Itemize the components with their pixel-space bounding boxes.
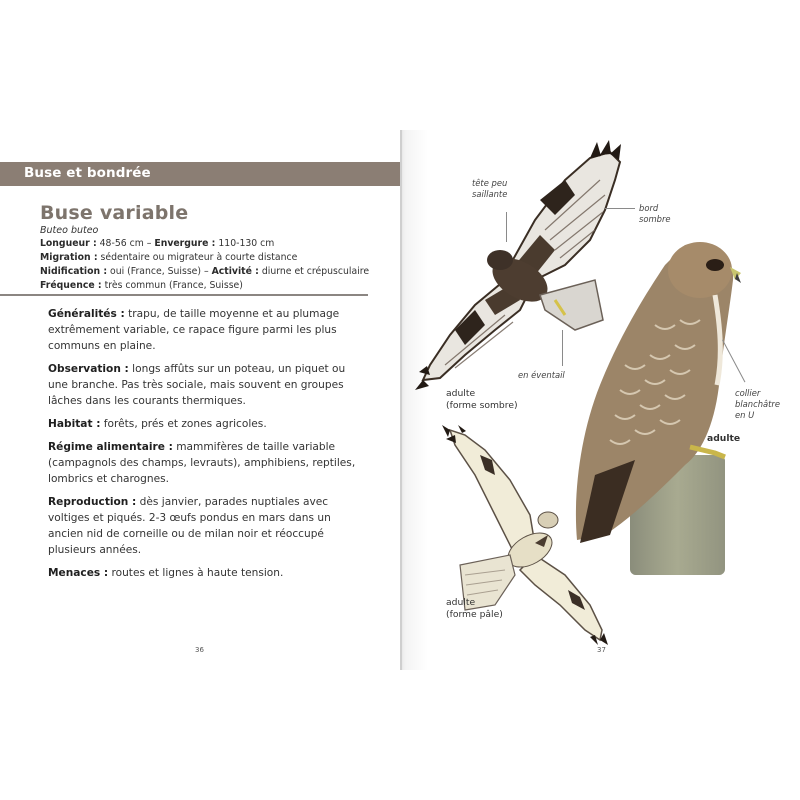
- fact-value: très commun (France, Suisse): [104, 280, 243, 291]
- paragraph-menaces: [48, 565, 364, 581]
- annotation-line: saillante: [472, 189, 508, 199]
- fact-separator: –: [143, 238, 155, 249]
- fact-frequence: [40, 279, 380, 293]
- fact-migration: [40, 251, 380, 265]
- annotation-line: sombre: [639, 214, 671, 224]
- species-info: [40, 202, 380, 293]
- label-line: adulte: [446, 388, 476, 399]
- paragraph-label: Généralités :: [48, 308, 125, 320]
- fact-size: [40, 237, 380, 251]
- paragraph-label: Régime alimentaire :: [48, 441, 173, 453]
- paragraph-text: forêts, prés et zones agricoles.: [100, 418, 267, 430]
- label-perched-adult: adulte: [707, 433, 741, 444]
- label-line: (forme pâle): [446, 609, 503, 620]
- fact-label: Migration :: [40, 252, 98, 263]
- paragraph-regime: [48, 439, 364, 487]
- section-header-bar: [0, 162, 400, 186]
- annotation-collier: [735, 388, 780, 421]
- paragraph-label: Observation :: [48, 363, 129, 375]
- paragraph-habitat: [48, 416, 364, 432]
- paragraph-label: Reproduction :: [48, 496, 137, 508]
- annotation-line: tête peu: [472, 178, 508, 188]
- paragraph-text: trapu, de taille moyenne et au plumage extrêmement variable, ce rapace figure parmi les plus communs en plaine.: [48, 308, 340, 352]
- paragraph-text: longs affûts sur un poteau, un piquet ou une branche. Pas très sociale, mais souvent en groupes lâches dans les courants thermiques.: [48, 363, 346, 407]
- section-title: Buse et bondrée: [24, 165, 151, 181]
- fact-value: 110-130 cm: [218, 238, 275, 249]
- fact-label: Fréquence :: [40, 280, 102, 291]
- annotation-line: bord: [639, 203, 659, 213]
- page-number-left: 36: [195, 646, 204, 654]
- book-gutter: [400, 130, 402, 670]
- page-number-right: 37: [597, 646, 606, 654]
- leader-line-bord: [605, 208, 635, 209]
- fact-label: Longueur :: [40, 238, 97, 249]
- fact-value: diurne et crépusculaire: [261, 266, 370, 277]
- fact-value: oui (France, Suisse): [110, 266, 202, 277]
- leader-line-eventail: [562, 330, 563, 366]
- annotation-bord: [639, 203, 671, 225]
- fact-nidification: [40, 265, 380, 279]
- annotation-line: blanchâtre: [735, 399, 781, 409]
- fact-label: Activité :: [211, 266, 259, 277]
- divider-rule: [0, 294, 368, 296]
- paragraph-text: mammifères de taille variable (campagnols des champs, levrauts), amphibiens, reptiles, lombrics et charognes.: [48, 441, 356, 485]
- fact-value: sédentaire ou migrateur à courte distance: [100, 252, 298, 263]
- fact-label: Nidification :: [40, 266, 108, 277]
- label-pale-form: [446, 597, 503, 621]
- label-line: (forme sombre): [446, 400, 518, 411]
- annotation-line: collier: [735, 388, 761, 398]
- fact-label: Envergure :: [154, 238, 216, 249]
- fact-separator: –: [201, 266, 212, 277]
- fact-value: 48-56 cm: [99, 238, 144, 249]
- paragraph-generalites: [48, 306, 364, 354]
- paragraph-text: dès janvier, parades nuptiales avec voltiges et piqués. 2-3 œufs pondus en mars dans un ancien nid de corneille ou de milan noir et réoccupé plusieurs années.: [48, 496, 331, 556]
- paragraph-text: routes et lignes à haute tension.: [108, 567, 284, 579]
- leader-line-tete: [506, 212, 507, 242]
- paragraph-label: Menaces :: [48, 567, 109, 579]
- species-common-name: Buse variable: [40, 202, 189, 224]
- label-dark-form: [446, 388, 518, 412]
- right-page: [400, 130, 800, 670]
- annotation-tete: [472, 178, 507, 200]
- left-page: [0, 130, 400, 670]
- description-body: [48, 306, 364, 588]
- species-latin-name: Buteo buteo: [40, 225, 99, 236]
- paragraph-observation: [48, 361, 364, 409]
- annotation-eventail: en éventail: [518, 370, 565, 380]
- label-line: adulte: [446, 597, 476, 608]
- annotation-line: en U: [735, 410, 755, 420]
- paragraph-label: Habitat :: [48, 418, 101, 430]
- paragraph-reproduction: [48, 494, 364, 558]
